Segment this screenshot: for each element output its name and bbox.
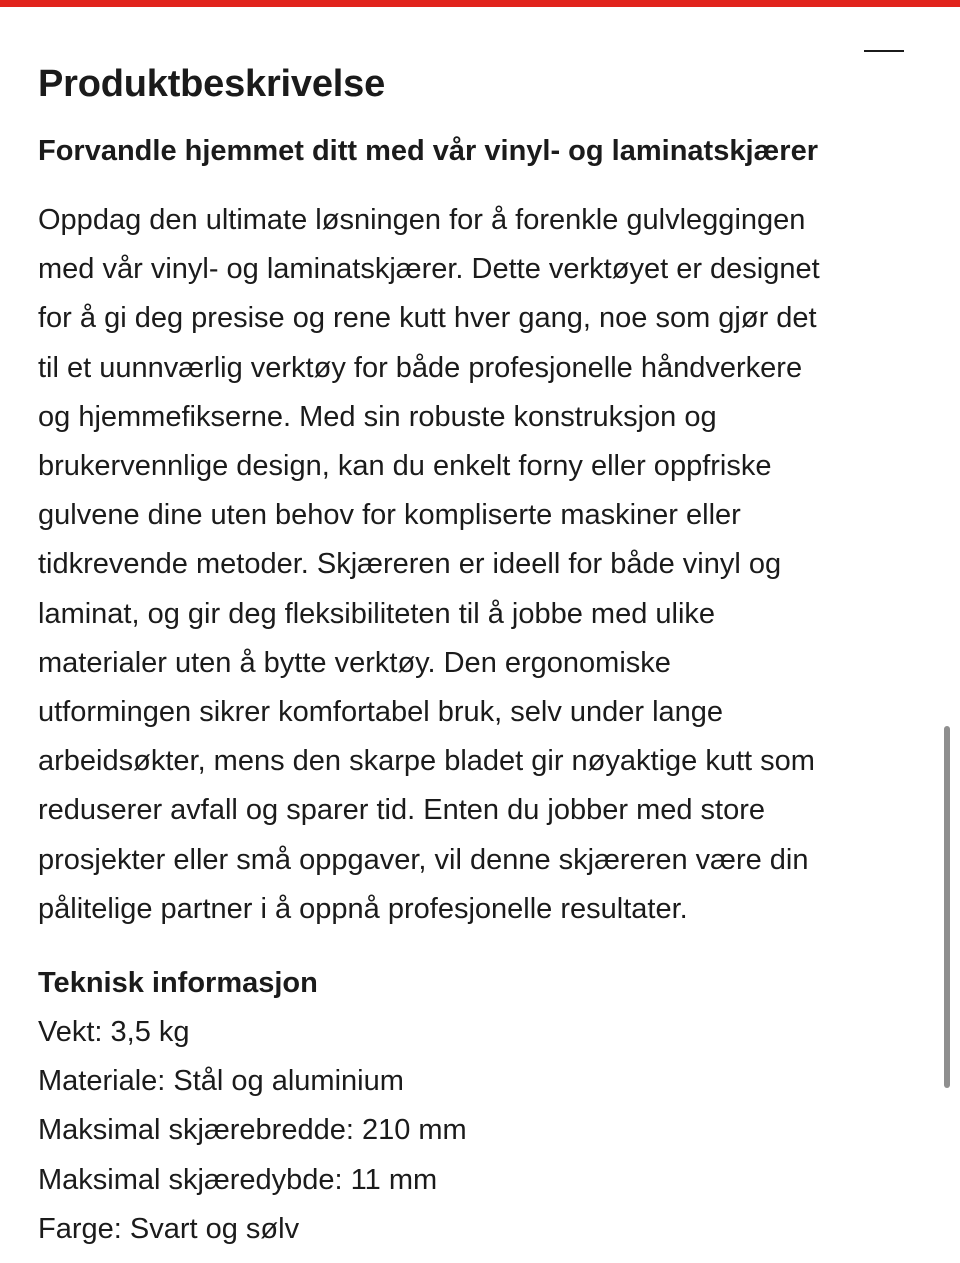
collapse-button[interactable] (862, 36, 906, 66)
spec-weight: Vekt: 3,5 kg (38, 1016, 190, 1048)
minus-icon (864, 50, 904, 52)
technical-information (38, 958, 918, 1254)
section-title: Produktbeskrivelse (38, 62, 386, 105)
spec-max-cut-width: Maksimal skjærebredde: 210 mm (38, 1114, 467, 1147)
section-header[interactable] (38, 26, 906, 105)
scrollbar[interactable] (944, 726, 950, 1088)
technical-list (38, 1008, 918, 1254)
product-description (38, 126, 918, 934)
description-subtitle: Forvandle hjemmet ditt med vår vinyl- og laminatskjærer (38, 135, 818, 167)
spec-max-cut-depth: Maksimal skjæredybde: 11 mm (38, 1163, 438, 1196)
description-text: Oppdag den ultimate løsningen for å forenkle gulvleggingen med vår vinyl- og laminatskjærer. Dette verktøyet er designet for å gi deg presise og rene kutt hver gang, noe som gjør det til et uunnværlig verktøy for både profesjonelle håndverkere og hjemmefikserne. Med sin robuste konstruksjon og brukervennlige design, kan du enkelt forny eller oppfriske gulvene dine uten behov for kompliserte maskiner eller tidkrevende metoder. Skjæreren er ideell for både vinyl og laminat, og gir deg fleksibiliteten til å jobbe med ulike materialer uten å bytte verktøy. Den ergonomiske utformingen sikrer komfortabel bruk, selv under lange arbeidsøkter, mens den skarpe bladet gir nøyaktige kutt som reduserer avfall og sparer tid. Enten du jobber med store prosjekter eller små oppgaver, vil denne skjæreren være din pålitelige partner i å oppnå profesjonelle resultater. (38, 204, 820, 925)
technical-title: Teknisk informasjon (38, 967, 318, 999)
top-accent-bar (0, 0, 960, 7)
spec-material: Materiale: Stål og aluminium (38, 1065, 404, 1098)
spec-color: Farge: Svart og sølv (38, 1212, 300, 1245)
